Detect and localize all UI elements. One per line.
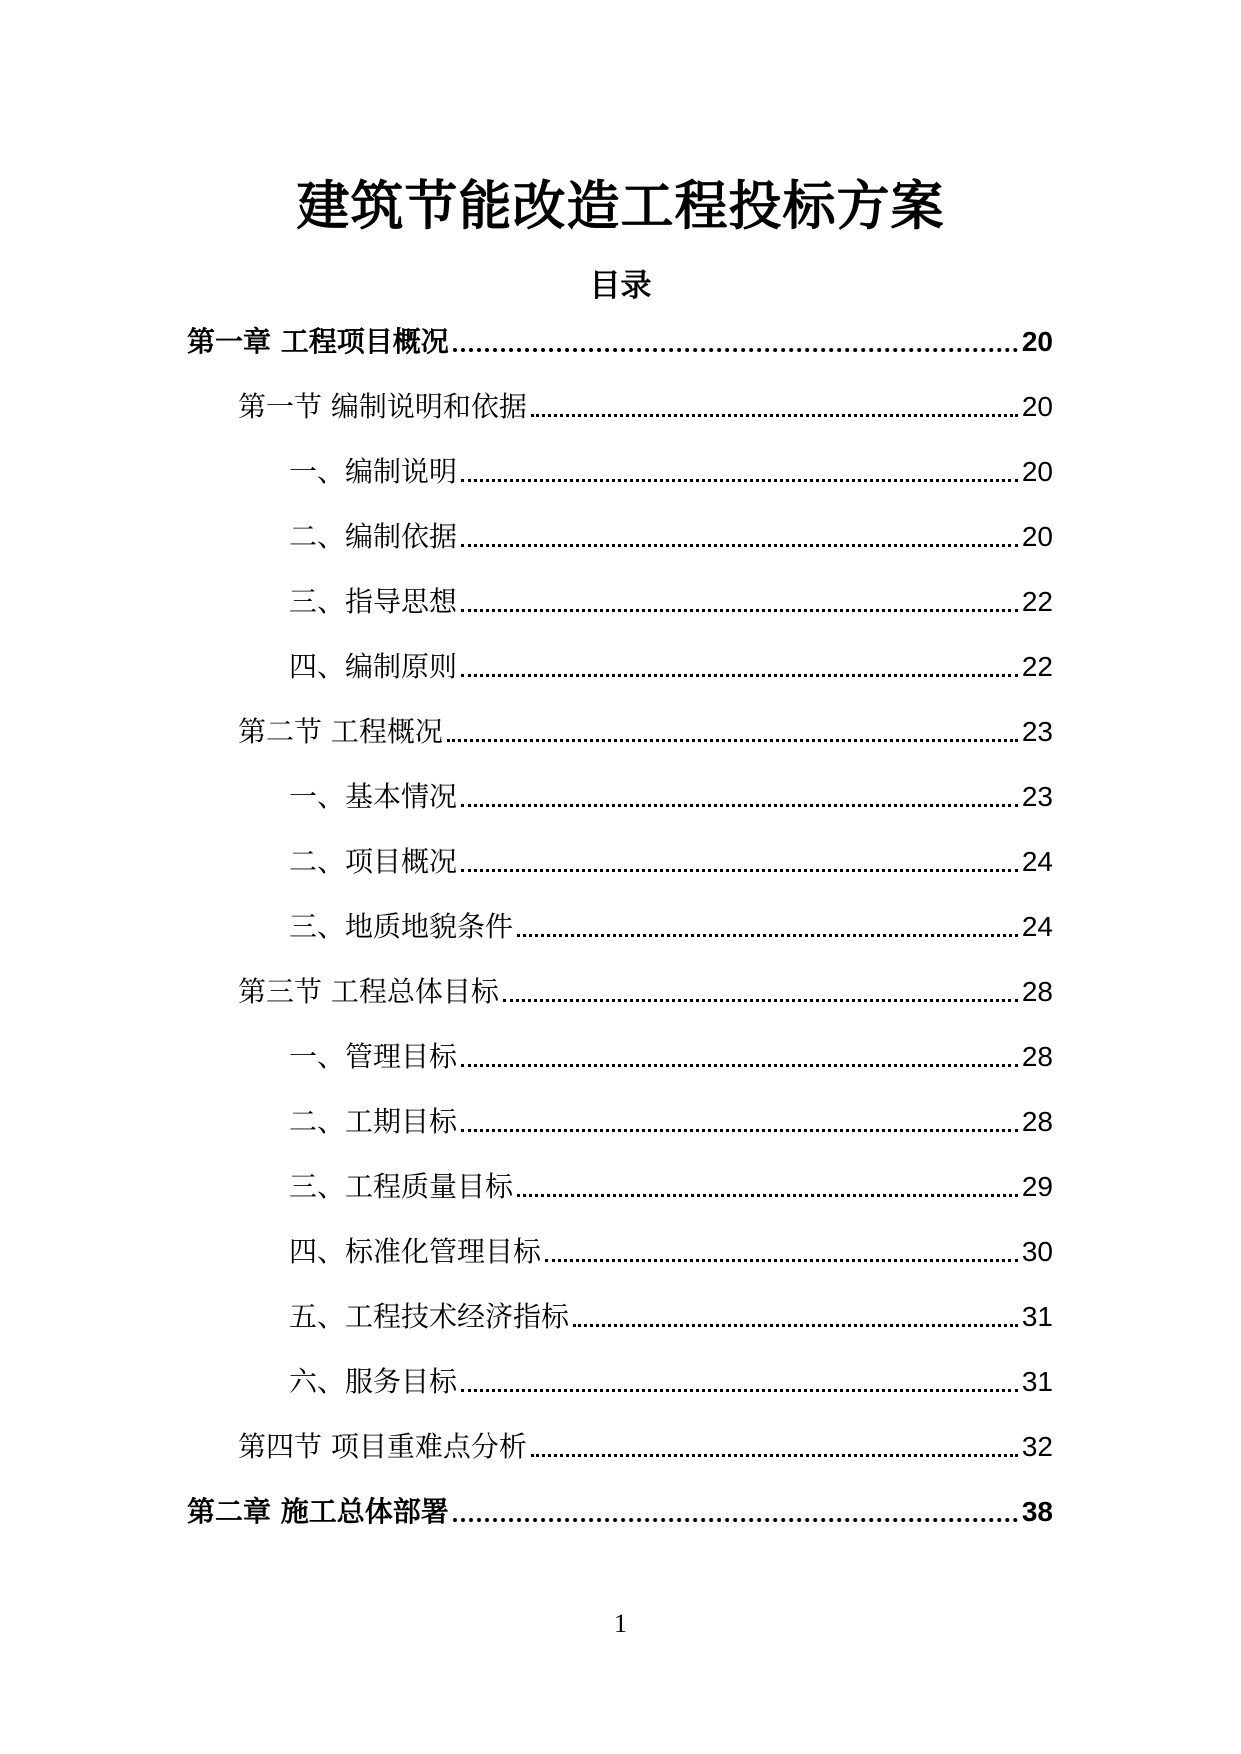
- toc-entry[interactable]: [289, 1297, 1053, 1337]
- toc-entry-label: 二、工期目标: [289, 1105, 458, 1138]
- toc-entry-label: 二、编制依据: [289, 520, 458, 553]
- toc-entry[interactable]: [289, 777, 1053, 817]
- toc-entry-label: 第三节 工程总体目标: [238, 975, 499, 1008]
- toc-dot-leader: [545, 1259, 1018, 1262]
- toc-entry-label: 第一节 编制说明和依据: [238, 390, 527, 423]
- toc-dot-leader: [517, 934, 1018, 937]
- toc-entry[interactable]: [238, 972, 1053, 1012]
- toc-dot-leader: [503, 999, 1018, 1002]
- toc-entry-page: 31: [1021, 1366, 1053, 1397]
- toc-entry-page: 20: [1021, 456, 1053, 487]
- toc-dot-leader: [461, 1389, 1018, 1392]
- toc-entry-label: 一、基本情况: [289, 780, 458, 813]
- toc-entry-label: 一、管理目标: [289, 1040, 458, 1073]
- toc-dot-leader: [531, 1454, 1018, 1457]
- toc-entry-page: 32: [1021, 1431, 1053, 1462]
- toc-dot-leader: [461, 609, 1018, 612]
- toc-dot-leader: [461, 1129, 1018, 1132]
- toc-entry-label: 四、编制原则: [289, 650, 458, 683]
- toc-entry-page: 38: [1021, 1496, 1053, 1527]
- toc-entry-label: 四、标准化管理目标: [289, 1235, 542, 1268]
- toc-entry-label: 一、编制说明: [289, 455, 458, 488]
- toc-entry[interactable]: [289, 647, 1053, 687]
- toc-entry[interactable]: [238, 1427, 1053, 1467]
- toc-entry-label: 六、服务目标: [289, 1365, 458, 1398]
- toc-entry[interactable]: [289, 1232, 1053, 1272]
- toc-entry[interactable]: [238, 387, 1053, 427]
- toc-entry[interactable]: [187, 322, 1053, 362]
- toc-entry-label: 五、工程技术经济指标: [289, 1300, 570, 1333]
- toc-entry[interactable]: [289, 452, 1053, 492]
- toc-entry-page: 28: [1021, 1041, 1053, 1072]
- toc-dot-leader: [461, 479, 1018, 482]
- toc-dot-leader: [453, 348, 1018, 352]
- toc-entry[interactable]: [187, 1492, 1053, 1532]
- toc-entry[interactable]: [289, 842, 1053, 882]
- toc-dot-leader: [461, 1064, 1018, 1067]
- toc-entry-page: 20: [1021, 326, 1053, 357]
- toc-entry-page: 23: [1021, 781, 1053, 812]
- toc-entry-page: 20: [1021, 391, 1053, 422]
- toc-dot-leader: [531, 414, 1018, 417]
- toc-dot-leader: [461, 804, 1018, 807]
- toc-entry-page: 29: [1021, 1171, 1053, 1202]
- toc-entry[interactable]: [289, 1037, 1053, 1077]
- toc-dot-leader: [453, 1518, 1018, 1522]
- toc-entry[interactable]: [289, 1362, 1053, 1402]
- toc-entry-page: 20: [1021, 521, 1053, 552]
- toc-entry[interactable]: [289, 517, 1053, 557]
- toc-dot-leader: [517, 1194, 1018, 1197]
- toc-entry-page: 30: [1021, 1236, 1053, 1267]
- page-number: 1: [614, 1609, 627, 1638]
- toc-entry-label: 三、指导思想: [289, 585, 458, 618]
- document-title: 建筑节能改造工程投标方案: [296, 176, 945, 237]
- toc-entry-page: 23: [1021, 716, 1053, 747]
- toc-entry-page: 24: [1021, 846, 1053, 877]
- toc-entry[interactable]: [289, 907, 1053, 947]
- toc-entry-label: 三、地质地貌条件: [289, 910, 514, 943]
- toc-entry[interactable]: [289, 1102, 1053, 1142]
- toc-entry[interactable]: [289, 1167, 1053, 1207]
- toc-dot-leader: [461, 674, 1018, 677]
- toc-entry-page: 22: [1021, 651, 1053, 682]
- toc-heading: 目录: [589, 268, 652, 304]
- toc-entry-page: 28: [1021, 976, 1053, 1007]
- toc-entry-page: 24: [1021, 911, 1053, 942]
- toc-entry-label: 第四节 项目重难点分析: [238, 1430, 527, 1463]
- toc-entry-page: 22: [1021, 586, 1053, 617]
- toc-dot-leader: [461, 869, 1018, 872]
- toc-entry-label: 第二节 工程概况: [238, 715, 443, 748]
- toc-dot-leader: [573, 1324, 1018, 1327]
- toc-entry-page: 31: [1021, 1301, 1053, 1332]
- toc-entry[interactable]: [289, 582, 1053, 622]
- toc-entry-label: 第一章 工程项目概况: [187, 325, 449, 358]
- toc-dot-leader: [461, 544, 1018, 547]
- toc-entry-label: 二、项目概况: [289, 845, 458, 878]
- toc-entry-label: 第二章 施工总体部署: [187, 1495, 449, 1528]
- toc-entry[interactable]: [238, 712, 1053, 752]
- toc-dot-leader: [447, 739, 1018, 742]
- toc-entry-page: 28: [1021, 1106, 1053, 1137]
- toc-entry-label: 三、工程质量目标: [289, 1170, 514, 1203]
